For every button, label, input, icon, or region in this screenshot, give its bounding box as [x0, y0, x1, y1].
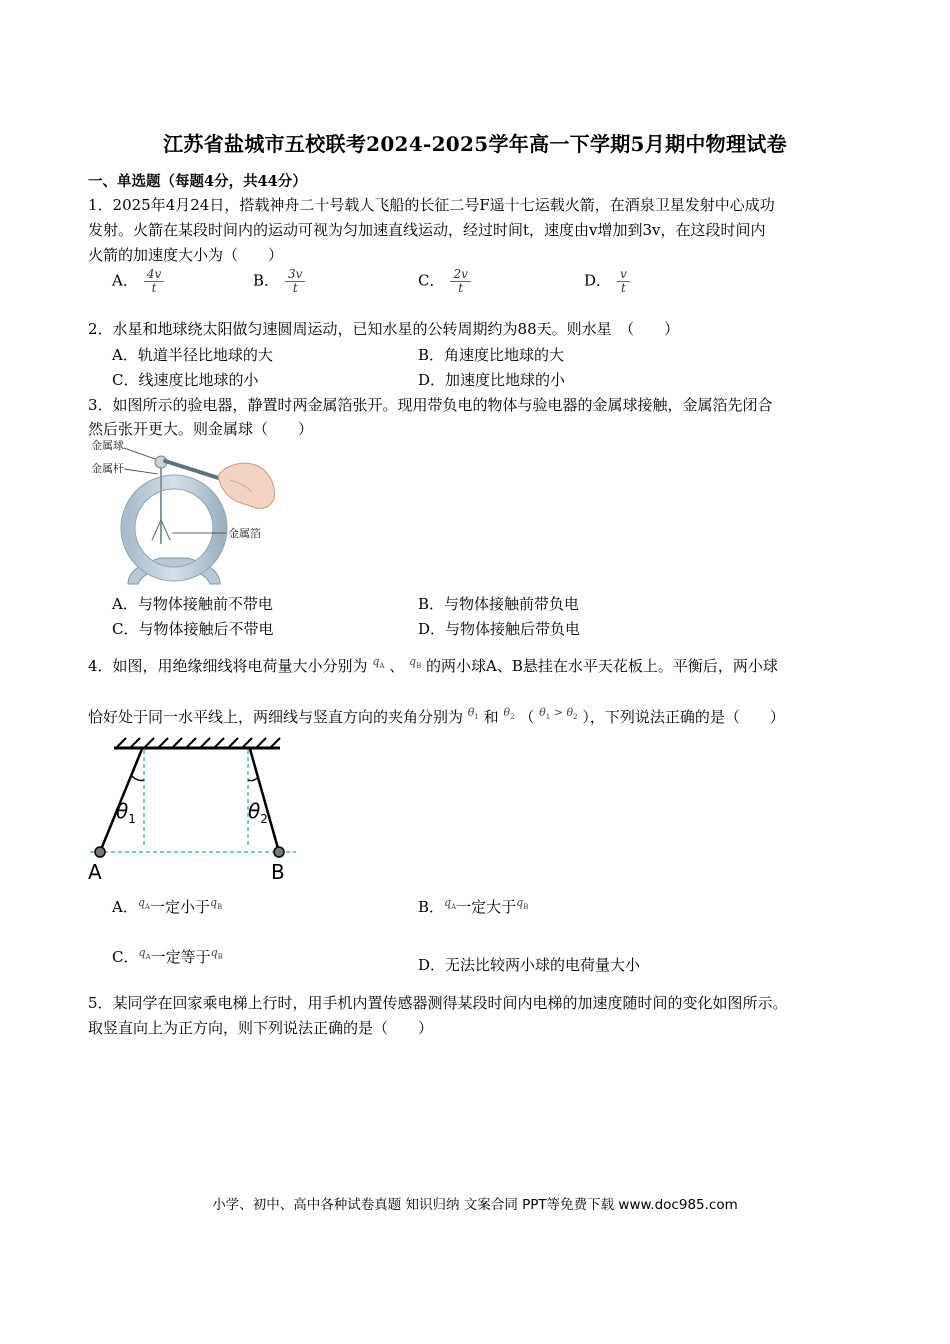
q4-option-c[interactable]: C．$^{q_A}$一定等于$^{q_B}$ — [112, 946, 223, 966]
leader-line — [124, 469, 158, 474]
symbol-qb: qB — [209, 896, 223, 912]
fraction: $\frac{3v}{t}$ — [285, 268, 305, 295]
section-heading: 一、单选题（每题4分，共44分） — [88, 173, 307, 190]
q1-option-a[interactable] — [112, 268, 164, 295]
q4-line2: 恰好处于同一水平线上，两细线与竖直方向的夹角分别为 $^{\theta_1}$ 和 $^{\theta_2}$ （ $^{\theta_1 > \theta_2}$ ），下列说法正确的是（ ） — [88, 706, 785, 726]
metal-foil — [152, 520, 161, 540]
q3-option-d[interactable]: D．与物体接触后带负电 — [418, 620, 581, 638]
q4-option-b[interactable]: B．$^{q_A}$一定大于$^{q_B}$ — [418, 896, 529, 916]
option-label: C． — [418, 271, 445, 290]
q2-option-a[interactable]: A．轨道半径比地球的大 — [112, 346, 273, 364]
page-footer: 小学、初中、高中各种试卷真题 知识归纳 文案合同 PPT等免费下载 www.doc985.com — [212, 1197, 738, 1213]
q1-option-d[interactable] — [584, 268, 630, 295]
symbol-qb: qB — [516, 896, 529, 912]
option-label: A． — [112, 271, 138, 290]
q1-line1: 1．2025年4月24日，搭载神舟二十号载人飞船的长征二号F遥十七运载火箭，在酒泉卫星发射中心成功 — [88, 196, 775, 214]
option-label: D． — [584, 271, 612, 290]
q2-option-c[interactable]: C．线速度比地球的小 — [112, 371, 259, 389]
q5-line2: 取竖直向上为正方向，则下列说法正确的是（ ） — [88, 1019, 434, 1037]
ring-inner-edge — [135, 489, 213, 567]
q5-line1: 5．某同学在回家乘电梯上行时，用手机内置传感器测得某段时间内电梯的加速度随时间的变化如图所示。 — [88, 994, 788, 1012]
q3-option-a[interactable]: A．与物体接触前不带电 — [112, 595, 273, 613]
q4-option-a[interactable]: A．$^{q_A}$一定小于$^{q_B}$ — [112, 896, 223, 916]
angle-label-theta2: $\theta_2$ — [248, 799, 268, 826]
q2-option-b[interactable]: B．角速度比地球的大 — [418, 346, 565, 364]
label-metal-rod: 金属杆 — [91, 462, 124, 475]
angle-label-theta1: $\theta_1$ — [116, 799, 136, 826]
angle-arc-2 — [248, 778, 257, 781]
q1-option-b[interactable] — [253, 268, 305, 295]
symbol-qa: qA — [137, 896, 150, 912]
option-label: B． — [253, 271, 280, 290]
ball-a — [95, 847, 105, 857]
metal-foil — [161, 520, 170, 540]
leader-line — [124, 448, 158, 460]
pendulum-figure — [86, 736, 301, 884]
q1-line2: 发射。火箭在某段时间内的运动可视为匀加速直线运动，经过时间t，速度由v增加到3v，在这段时间内 — [88, 221, 766, 239]
q4-option-d[interactable]: D．无法比较两小球的电荷量大小 — [418, 956, 641, 974]
symbol-theta1: θ1 — [467, 706, 479, 722]
exam-title: 江苏省盐城市五校联考2024-2025学年高一下学期5月期中物理试卷 — [163, 132, 787, 156]
q3-line1: 3．如图所示的验电器，静置时两金属箔张开。现用带负电的物体与验电器的金属球接触，金属箔先闭合 — [88, 396, 773, 414]
symbol-qa: qA — [372, 655, 385, 671]
fraction: $\frac{4v}{t}$ — [144, 268, 164, 295]
q3-line2: 然后张开更大。则金属球（ ） — [88, 420, 314, 438]
electroscope-figure — [88, 436, 303, 588]
label-metal-ball: 金属球 — [91, 439, 124, 452]
q1-option-c[interactable] — [418, 268, 471, 295]
symbol-theta2: θ2 — [503, 706, 515, 722]
symbol-qa: qA — [138, 946, 151, 962]
q2-line1: 2．水星和地球绕太阳做匀速圆周运动，已知水星的公转周期约为88天。则水星 （ ） — [88, 320, 680, 338]
symbol-qa: qA — [444, 896, 457, 912]
q3-option-c[interactable]: C．与物体接触后不带电 — [112, 620, 274, 638]
q4-line1: 4．如图，用绝缘细线将电荷量大小分别为 $^{q_A}$ 、 $^{q_B}$ 的两小球A、B悬挂在水平天花板上。平衡后，两小球 — [88, 655, 778, 675]
ball-label-b: B — [271, 860, 285, 884]
ball-b — [274, 847, 284, 857]
q3-option-b[interactable]: B．与物体接触前带负电 — [418, 595, 580, 613]
q1-line3: 火箭的加速度大小为（ ） — [88, 246, 284, 264]
angle-arc-1 — [132, 776, 144, 781]
fraction: $\frac{2v}{t}$ — [450, 268, 470, 295]
label-metal-foil: 金属箔 — [228, 527, 261, 540]
hand-icon — [218, 463, 274, 508]
symbol-theta-compare: θ1 > θ2 — [539, 706, 578, 722]
symbol-qb: qB — [210, 946, 223, 962]
q2-option-d[interactable]: D．加速度比地球的小 — [418, 371, 566, 389]
fraction: $\frac{v}{t}$ — [617, 268, 630, 295]
ball-label-a: A — [88, 860, 102, 884]
symbol-qb: qB — [409, 655, 422, 671]
